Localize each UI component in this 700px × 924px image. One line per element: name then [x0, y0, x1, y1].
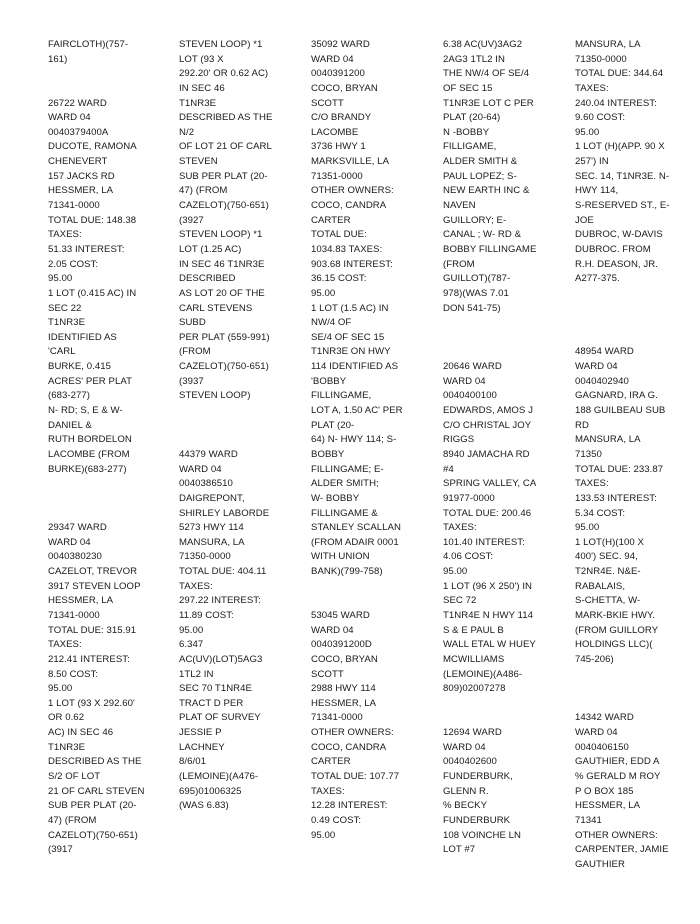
text-line: 1 LOT (1.5 AC) IN	[311, 302, 389, 314]
text-line: 0040379400A	[48, 126, 109, 138]
text-line: 26722 WARD	[48, 97, 107, 109]
text-line: THE NW/4 OF SE/4	[443, 68, 530, 80]
text-line: DESCRIBED AS THE	[179, 112, 273, 124]
text-line: 48954 WARD	[575, 346, 634, 358]
text-line: 71341-0000	[48, 200, 100, 212]
text-line: 0040402940	[575, 375, 629, 387]
text-line	[443, 345, 561, 360]
text-line: 71350-0000	[179, 551, 231, 563]
column-3	[311, 38, 429, 843]
text-line: TAXES:	[575, 82, 609, 94]
text-line: 91977-0000	[443, 492, 495, 504]
text-line: TOTAL DUE: 404.11	[179, 566, 267, 578]
text-line: DUBROC. FROM	[575, 243, 651, 255]
text-line: BURKE, 0.415	[48, 361, 111, 373]
column-2	[179, 38, 297, 814]
text-line: 95.00	[179, 624, 204, 636]
text-line: MANSURA, LA	[179, 536, 245, 548]
text-line: 292.20' OR 0.62 AC)	[179, 68, 269, 80]
text-line: 8.50 COST:	[48, 668, 99, 680]
text-line: COCO, BRYAN	[311, 82, 378, 94]
text-line: PLAT (20-	[311, 419, 355, 431]
text-line: TAXES:	[575, 478, 609, 490]
text-line: 51.33 INTEREST:	[48, 243, 125, 255]
text-line: WARD 04	[443, 741, 486, 753]
text-line: 2.05 COST:	[48, 258, 99, 270]
text-line: 47) (FROM	[179, 185, 228, 197]
text-line: TAXES:	[48, 639, 82, 651]
text-line	[179, 433, 297, 448]
text-line: WARD 04	[575, 727, 618, 739]
text-line: 3736 HWY 1	[311, 141, 366, 153]
text-line: T1NR3E ON HWY	[311, 346, 391, 358]
text-line: 71341	[575, 814, 602, 826]
text-line: BURKE)(683-277)	[48, 463, 127, 475]
text-line: 6.38 AC(UV)3AG2	[443, 39, 523, 50]
text-line: LACOMBE (FROM	[48, 448, 130, 460]
text-line: JOE	[575, 214, 594, 226]
text-line: TAXES:	[48, 229, 82, 241]
text-line: NEW EARTH INC &	[443, 185, 530, 197]
text-line	[443, 331, 561, 346]
text-line: WARD 04	[443, 375, 486, 387]
text-line: TOTAL DUE: 200.46	[443, 507, 532, 519]
text-line: N -BOBBY	[443, 126, 490, 138]
text-line	[179, 419, 297, 434]
text-line: MARK-BKIE HWY.	[575, 609, 655, 621]
text-line	[311, 580, 429, 595]
text-line: CARTER	[311, 756, 351, 768]
text-line: DESCRIBED AS THE	[48, 756, 142, 768]
text-line: (3937	[179, 375, 204, 387]
text-line: 257') IN	[575, 156, 609, 168]
text-line: COCO, CANDRA	[311, 200, 387, 212]
text-line: 400') SEC. 94,	[575, 551, 638, 563]
text-line: DAIGREPONT,	[179, 492, 245, 504]
text-line: AS LOT 20 OF THE	[179, 287, 265, 299]
text-line: WARD 04	[575, 361, 618, 373]
text-line: 12.28 INTEREST:	[311, 800, 388, 812]
text-line: RUTH BORDELON	[48, 434, 132, 446]
column-5	[575, 38, 693, 873]
text-line: 1 LOT (H)(APP. 90 X	[575, 141, 665, 153]
text-line: T1NR3E	[48, 317, 86, 329]
text-line: (FROM GUILLORY	[575, 624, 659, 636]
text-line: DUCOTE, RAMONA	[48, 141, 137, 153]
text-line: DANIEL &	[48, 419, 92, 431]
text-line: SHIRLEY LABORDE	[179, 507, 270, 519]
text-line: OF LOT 21 OF CARL	[179, 141, 272, 153]
text-line: GLENN R.	[443, 785, 489, 797]
text-line: 157 JACKS RD	[48, 170, 115, 182]
text-line: 95.00	[311, 829, 336, 841]
text-line: WARD 04	[48, 112, 91, 124]
text-line: PER PLAT (559-991)	[179, 331, 270, 343]
text-line: CAZELOT, TREVOR	[48, 566, 138, 578]
text-line: SCOTT	[311, 668, 344, 680]
text-line: 240.04 INTEREST:	[575, 97, 657, 109]
text-line	[311, 594, 429, 609]
text-line: (WAS 6.83)	[179, 800, 229, 812]
text-line: 14342 WARD	[575, 712, 634, 724]
text-line: 71350	[575, 448, 602, 460]
text-line: WALL ETAL W HUEY	[443, 639, 536, 651]
text-line: SUB PER PLAT (20-	[48, 800, 137, 812]
text-line: OF SEC 15	[443, 82, 493, 94]
text-line: 11.89 COST:	[179, 609, 234, 621]
text-line: IN SEC 46	[179, 82, 225, 94]
text-line: 0040391200	[311, 68, 365, 80]
text-line: CAZELOT)(750-651)	[179, 361, 269, 373]
text-line: FUNDERBURK,	[443, 771, 513, 783]
text-line: CARPENTER, JAMIE	[575, 844, 669, 856]
text-line: 8940 JAMACHA RD	[443, 448, 530, 460]
text-line: BANK)(799-758)	[311, 566, 383, 578]
text-line: (FROM	[179, 346, 211, 358]
text-line: BOBBY FILLINGAME	[443, 243, 537, 255]
text-line: HESSMER, LA	[575, 800, 641, 812]
text-line	[443, 697, 561, 712]
text-line: 95.00	[48, 273, 73, 285]
text-line: LACOMBE	[311, 126, 359, 138]
text-line	[443, 711, 561, 726]
text-line: 95.00	[443, 566, 468, 578]
text-line: 3917 STEVEN LOOP	[48, 580, 141, 592]
text-line: 71351-0000	[311, 170, 363, 182]
text-line: WARD 04	[311, 624, 354, 636]
text-line	[48, 492, 166, 507]
text-line: MANSURA, LA	[575, 39, 641, 50]
text-line: 745-206)	[575, 653, 614, 665]
text-line: COCO, BRYAN	[311, 653, 378, 665]
text-line: 8/6/01	[179, 756, 206, 768]
text-line: DON 541-75)	[443, 302, 501, 314]
text-line: TRACT D PER	[179, 697, 244, 709]
text-line: S & E PAUL B	[443, 624, 504, 636]
text-line: 95.00	[48, 683, 73, 695]
text-line: TOTAL DUE: 233.87	[575, 463, 664, 475]
text-line: STEVEN LOOP) *1	[179, 229, 263, 241]
text-line: FILLINGAME; E-	[311, 463, 384, 475]
text-line: T2NR4E. N&E-	[575, 566, 641, 578]
text-line	[179, 404, 297, 419]
text-line: ACRES' PER PLAT	[48, 375, 132, 387]
text-line: TOTAL DUE: 148.38	[48, 214, 137, 226]
text-line: 188 GUILBEAU SUB	[575, 405, 666, 417]
text-line: 53045 WARD	[311, 609, 370, 621]
text-line: TAXES:	[443, 522, 477, 534]
text-line: N- RD; S, E & W-	[48, 405, 123, 417]
text-line: HWY 114,	[575, 185, 619, 197]
text-line: 36.15 COST:	[311, 273, 367, 285]
text-line: TOTAL DUE: 107.77	[311, 771, 400, 783]
text-line	[575, 682, 693, 697]
text-line: STEVEN LOOP) *1	[179, 39, 263, 50]
text-line: 2988 HWY 114	[311, 683, 376, 695]
text-line: 'CARL	[48, 346, 76, 358]
text-line: 95.00	[311, 287, 336, 299]
text-line: FILLIGAME,	[443, 141, 497, 153]
text-line: GAUTHIER	[575, 858, 625, 870]
text-line: 9.60 COST:	[575, 112, 626, 124]
text-line: WARD 04	[48, 536, 91, 548]
text-line: 978)(WAS 7.01	[443, 287, 509, 299]
text-line: BOBBY	[311, 448, 345, 460]
text-line: (3917	[48, 844, 73, 856]
text-line: ALDER SMITH &	[443, 156, 518, 168]
text-line: OTHER OWNERS:	[575, 829, 658, 841]
text-line: 809)02007278	[443, 683, 506, 695]
text-line: T1NR4E N HWY 114	[443, 609, 534, 621]
text-line: FAIRCLOTH)(757-	[48, 39, 129, 50]
text-line: LACHNEY	[179, 741, 225, 753]
text-line: SE/4 OF SEC 15	[311, 331, 385, 343]
text-line: S-CHETTA, W-	[575, 595, 641, 607]
text-line: HESSMER, LA	[48, 595, 114, 607]
text-line: 108 VOINCHE LN	[443, 829, 522, 841]
text-line: CANAL ; W- RD &	[443, 229, 522, 241]
text-line: SUB PER PLAT (20-	[179, 170, 268, 182]
text-line: TOTAL DUE: 344.64	[575, 68, 664, 80]
text-line: EDWARDS, AMOS J	[443, 405, 533, 417]
text-line: JESSIE P	[179, 727, 222, 739]
text-line	[443, 316, 561, 331]
text-line: 4.06 COST:	[443, 551, 494, 563]
text-line: PLAT OF SURVEY	[179, 712, 261, 724]
text-line: (683-277)	[48, 390, 91, 402]
text-line: 0040400100	[443, 390, 497, 402]
text-line: 1034.83 TAXES:	[311, 243, 383, 255]
text-line: 1TL2 IN	[179, 668, 214, 680]
text-line: IDENTIFIED AS	[48, 331, 117, 343]
text-line: 0040380230	[48, 551, 102, 563]
text-line: FUNDERBURK	[443, 814, 511, 826]
text-line: HOLDINGS LLC)(	[575, 639, 653, 651]
text-line: 35092 WARD	[311, 39, 370, 50]
text-line: 0040391200D	[311, 639, 372, 651]
text-line: 29347 WARD	[48, 522, 107, 534]
text-line: GAUTHIER, EDD A	[575, 756, 660, 768]
text-line: 0040386510	[179, 478, 233, 490]
text-line: DESCRIBED	[179, 273, 236, 285]
text-line: #4	[443, 463, 454, 475]
text-line: 5.34 COST:	[575, 507, 626, 519]
text-line: (LEMOINE)(A486-	[443, 668, 523, 680]
text-line: AC) IN SEC 46	[48, 727, 114, 739]
text-line: T1NR3E LOT C PER	[443, 97, 534, 109]
text-line: 212.41 INTEREST:	[48, 653, 130, 665]
text-line: RABALAIS,	[575, 580, 626, 592]
text-line: 5273 HWY 114	[179, 522, 244, 534]
text-line: 101.40 INTEREST:	[443, 536, 525, 548]
text-line: (FROM ADAIR 0001	[311, 536, 399, 548]
text-line: LOT (93 X	[179, 53, 224, 65]
text-line	[575, 302, 693, 317]
text-line: 21 OF CARL STEVEN	[48, 785, 145, 797]
text-line: 44379 WARD	[179, 448, 238, 460]
text-line: N/2	[179, 126, 195, 138]
text-line: 71341-0000	[311, 712, 363, 724]
text-line: 2AG3 1TL2 IN	[443, 53, 505, 65]
text-line: 95.00	[575, 522, 600, 534]
text-line: 695)01006325	[179, 785, 242, 797]
text-line: NAVEN	[443, 200, 476, 212]
text-line	[575, 668, 693, 683]
text-line: (3927	[179, 214, 204, 226]
text-line: NW/4 OF	[311, 317, 352, 329]
text-line: GUILLORY; E-	[443, 214, 507, 226]
text-line: SEC 70 T1NR4E	[179, 683, 252, 695]
text-line: GUILLOT)(787-	[443, 273, 511, 285]
text-line: AC(UV)(LOT)5AG3	[179, 653, 263, 665]
text-line: W- BOBBY	[311, 492, 360, 504]
text-line: OTHER OWNERS:	[311, 185, 394, 197]
text-line	[575, 331, 693, 346]
text-line: 0040406150	[575, 741, 629, 753]
text-line: 1 LOT (96 X 250') IN	[443, 580, 533, 592]
text-line: LOT A, 1.50 AC' PER	[311, 405, 403, 417]
text-line: C/O BRANDY	[311, 112, 372, 124]
text-line: STEVEN LOOP)	[179, 390, 251, 402]
text-line: TOTAL DUE: 315.91	[48, 624, 137, 636]
text-line	[48, 82, 166, 97]
text-line: 47) (FROM	[48, 814, 97, 826]
text-line: CAZELOT)(750-651)	[48, 829, 138, 841]
text-line	[575, 697, 693, 712]
text-line: STANLEY SCALLAN	[311, 522, 401, 534]
text-line: 95.00	[575, 126, 600, 138]
text-line: MANSURA, LA	[575, 434, 641, 446]
text-line: TAXES:	[311, 785, 345, 797]
text-line: TAXES:	[179, 580, 213, 592]
column-4	[443, 38, 561, 858]
text-line: 71341-0000	[48, 609, 100, 621]
text-line: 'BOBBY	[311, 375, 347, 387]
text-line: % GERALD M ROY	[575, 771, 661, 783]
text-line: HESSMER, LA	[311, 697, 377, 709]
text-line: MARKSVILLE, LA	[311, 156, 390, 168]
text-line: 114 IDENTIFIED AS	[311, 361, 399, 373]
text-line: HESSMER, LA	[48, 185, 114, 197]
text-line: (LEMOINE)(A476-	[179, 771, 259, 783]
text-line: 0.49 COST:	[311, 814, 362, 826]
text-line: TOTAL DUE:	[311, 229, 367, 241]
text-line: 71350-0000	[575, 53, 627, 65]
text-line: OR 0.62	[48, 712, 85, 724]
text-line: S-RESERVED ST., E-	[575, 200, 670, 212]
text-line: ALDER SMITH;	[311, 478, 379, 490]
text-line: T1NR3E	[179, 97, 217, 109]
text-line: 297.22 INTEREST:	[179, 595, 261, 607]
text-line: P O BOX 185	[575, 785, 634, 797]
text-line: WARD 04	[179, 463, 222, 475]
text-line: 1 LOT (0.415 AC) IN	[48, 287, 137, 299]
text-line: STEVEN	[179, 156, 218, 168]
text-line: PLAT (20-64)	[443, 112, 501, 124]
text-line: SCOTT	[311, 97, 344, 109]
text-line: IN SEC 46 T1NR3E	[179, 258, 265, 270]
text-line: CHENEVERT	[48, 156, 108, 168]
text-line: R.H. DEASON, JR.	[575, 258, 658, 270]
text-line: CARTER	[311, 214, 351, 226]
text-line: 133.53 INTEREST:	[575, 492, 657, 504]
text-line: SUBD	[179, 317, 206, 329]
text-line: RIGGS	[443, 434, 475, 446]
text-line	[48, 477, 166, 492]
text-line: COCO, CANDRA	[311, 741, 387, 753]
text-line: 6.347	[179, 639, 204, 651]
text-line: CARL STEVENS	[179, 302, 253, 314]
text-line: 1 LOT (93 X 292.60'	[48, 697, 135, 709]
text-line: FILLINGAME &	[311, 507, 378, 519]
text-line: T1NR3E	[48, 741, 86, 753]
text-line: A277-375.	[575, 273, 620, 285]
text-line: 161)	[48, 53, 68, 65]
text-line: 64) N- HWY 114; S-	[311, 434, 397, 446]
text-line: PAUL LOPEZ; S-	[443, 170, 517, 182]
text-line: SEC 22	[48, 302, 82, 314]
text-line	[575, 287, 693, 302]
text-line: 903.68 INTEREST:	[311, 258, 393, 270]
text-line: SEC. 14, T1NR3E. N-	[575, 170, 670, 182]
text-line: 12694 WARD	[443, 727, 502, 739]
text-line: % BECKY	[443, 800, 488, 812]
text-line	[575, 316, 693, 331]
text-line: WARD 04	[311, 53, 354, 65]
text-line	[48, 67, 166, 82]
text-line: SEC 72	[443, 595, 477, 607]
text-line	[48, 507, 166, 522]
text-line: (FROM	[443, 258, 475, 270]
text-line: 20646 WARD	[443, 361, 502, 373]
text-line: OTHER OWNERS:	[311, 727, 394, 739]
text-line: MCWILLIAMS	[443, 653, 505, 665]
text-line: DUBROC, W-DAVIS	[575, 229, 663, 241]
text-line: SPRING VALLEY, CA	[443, 478, 537, 490]
text-line: FILLINGAME,	[311, 390, 372, 402]
text-line: 1 LOT(H)(100 X	[575, 536, 644, 548]
text-line: GAGNARD, IRA G.	[575, 390, 658, 402]
text-line: WITH UNION	[311, 551, 370, 563]
text-line: RD	[575, 419, 589, 431]
text-line: LOT (1.25 AC)	[179, 243, 242, 255]
text-line: C/O CHRISTAL JOY	[443, 419, 532, 431]
text-line: 0040402600	[443, 756, 497, 768]
text-line: CAZELOT)(750-651)	[179, 200, 269, 212]
column-1	[48, 38, 166, 858]
text-line: S/2 OF LOT	[48, 771, 101, 783]
text-line: LOT #7	[443, 844, 476, 856]
